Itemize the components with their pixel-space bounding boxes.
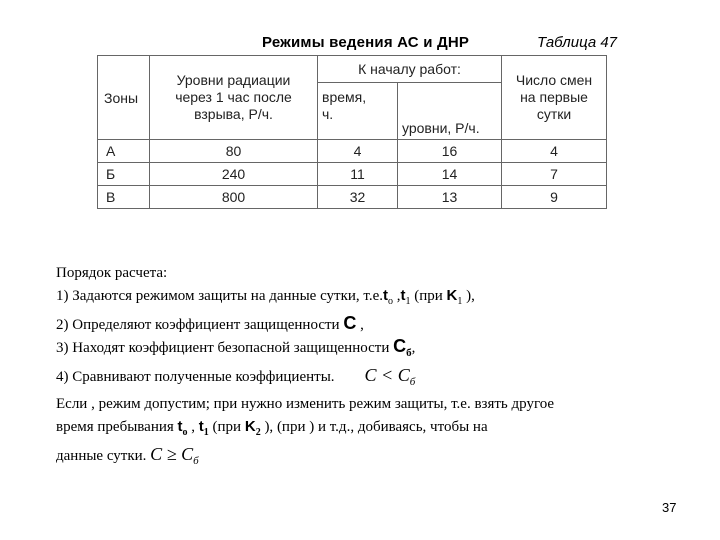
header-shifts: Число смен на первые сутки <box>502 56 607 140</box>
cell-time: 32 <box>318 186 398 209</box>
header-radiation-levels: Уровни радиации через 1 час после взрыва, Р/ч. <box>150 56 318 140</box>
table-title: Режимы ведения АС и ДНР <box>262 34 470 51</box>
cell-level-start: 14 <box>398 163 502 186</box>
header-time: время, ч. <box>318 83 398 140</box>
header-levels: уровни, Р/ч. <box>398 83 502 140</box>
time-line: время пребывания $t_o$ , $t_1$ (при $K_2$ ), (при ) и т.д., добиваясь, чтобы на <box>56 417 488 438</box>
table-number: Таблица 47 <box>537 34 618 51</box>
cell-shifts: 9 <box>502 186 607 209</box>
cell-time: 4 <box>318 140 398 163</box>
formula-c-less-cb: $C < C_б$ <box>364 365 416 389</box>
step-3: 3) Находят коэффициент безопасной защищенности $C_б$, <box>56 336 416 360</box>
step-1: 1) Задаются режимом защиты на данные сутки, $т.е.t_o$ $,t_1$ (при $K_1$ ), <box>56 286 475 307</box>
cell-level-1h: 240 <box>150 163 318 186</box>
table-row <box>98 186 607 209</box>
final-line: данные сутки. $C \ge C_б$ <box>56 444 676 473</box>
cell-zone: В <box>98 186 150 209</box>
procedure-heading: Порядок расчета: <box>56 265 168 281</box>
table-row <box>98 163 607 186</box>
cell-level-1h: 800 <box>150 186 318 209</box>
header-zones: Зоны <box>98 56 150 140</box>
header-start-work: К началу работ: <box>318 56 502 83</box>
calculation-procedure <box>56 263 676 472</box>
cell-zone: А <box>98 140 150 163</box>
modes-table <box>97 55 607 209</box>
cell-level-start: 13 <box>398 186 502 209</box>
cell-zone: Б <box>98 163 150 186</box>
cell-time: 11 <box>318 163 398 186</box>
cell-shifts: 4 <box>502 140 607 163</box>
table-row <box>98 140 607 163</box>
cell-shifts: 7 <box>502 163 607 186</box>
cell-level-1h: 80 <box>150 140 318 163</box>
condition-line: Если , режим допустим; при нужно изменить режим защиты, т.е. взять другое <box>56 395 555 412</box>
step-2: 2) Определяют коэффициент защищенности C , <box>56 312 364 333</box>
formula-c-ge-cb: $C \ge C_б$ <box>150 443 199 467</box>
step-4: 4) Сравнивают полученные коэффициенты. $C < C_б$ <box>56 365 676 394</box>
cell-level-start: 16 <box>398 140 502 163</box>
page-number: 37 <box>662 500 677 515</box>
